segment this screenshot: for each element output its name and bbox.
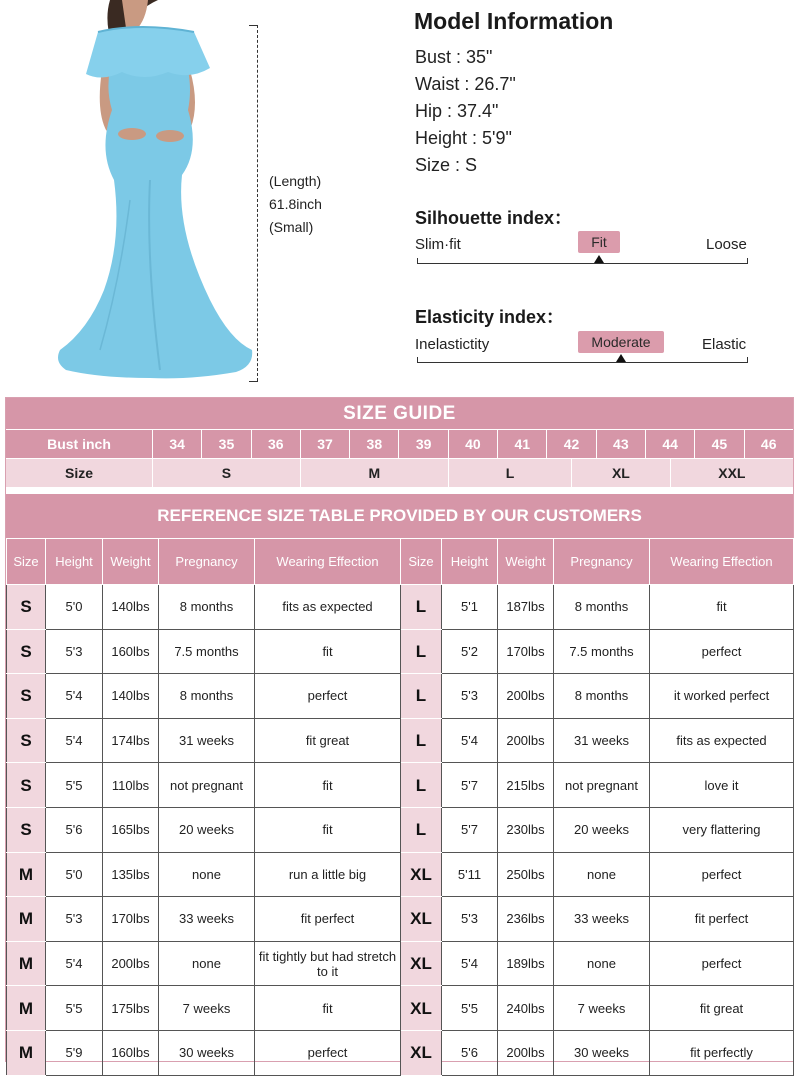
table-cell: 33 weeks bbox=[554, 897, 650, 942]
table-cell: fit perfectly bbox=[650, 1030, 794, 1075]
table-cell: 31 weeks bbox=[554, 718, 650, 763]
bust-value: 36 bbox=[251, 430, 300, 458]
table-cell: L bbox=[401, 674, 442, 719]
table-cell: XL bbox=[401, 986, 442, 1031]
table-cell: perfect bbox=[650, 629, 794, 674]
table-cell: 5'5 bbox=[46, 763, 103, 808]
table-cell: 215lbs bbox=[498, 763, 554, 808]
table-cell: 5'3 bbox=[442, 897, 498, 942]
table-cell: 31 weeks bbox=[159, 718, 255, 763]
table-cell: 5'0 bbox=[46, 585, 103, 630]
silhouette-title: Silhouette index： bbox=[415, 208, 573, 228]
size-value: XXL bbox=[670, 459, 793, 487]
table-cell: XL bbox=[401, 941, 442, 986]
table-cell: 5'4 bbox=[46, 674, 103, 719]
table-cell: 5'7 bbox=[442, 807, 498, 852]
table-cell: 5'4 bbox=[442, 718, 498, 763]
table-cell: run a little big bbox=[255, 852, 401, 897]
table-cell: M bbox=[7, 986, 46, 1031]
model-size: Size : S bbox=[415, 155, 478, 175]
table-cell: not pregnant bbox=[159, 763, 255, 808]
silhouette-left-label: Slim·fit bbox=[415, 236, 461, 253]
table-cell: 174lbs bbox=[103, 718, 159, 763]
table-cell: M bbox=[7, 897, 46, 942]
reference-table-title: REFERENCE SIZE TABLE PROVIDED BY OUR CUSTOMERS bbox=[6, 494, 793, 538]
table-cell: L bbox=[401, 585, 442, 630]
table-cell: 170lbs bbox=[103, 897, 159, 942]
table-cell: 187lbs bbox=[498, 585, 554, 630]
table-cell: none bbox=[554, 852, 650, 897]
column-header: Wearing Effection bbox=[255, 539, 401, 585]
column-header: Height bbox=[442, 539, 498, 585]
elasticity-left-label: Inelastictity bbox=[415, 336, 490, 353]
table-cell: fit bbox=[650, 585, 794, 630]
table-cell: 5'3 bbox=[46, 629, 103, 674]
column-header: Height bbox=[46, 539, 103, 585]
table-cell: S bbox=[7, 763, 46, 808]
table-cell: 5'0 bbox=[46, 852, 103, 897]
table-cell: 5'3 bbox=[46, 897, 103, 942]
table-cell: 110lbs bbox=[103, 763, 159, 808]
dress-photo bbox=[40, 0, 270, 390]
table-cell: none bbox=[159, 941, 255, 986]
table-cell: 8 months bbox=[554, 585, 650, 630]
table-cell: 7 weeks bbox=[159, 986, 255, 1031]
table-cell: 5'9 bbox=[46, 1030, 103, 1075]
model-info-list bbox=[415, 44, 516, 179]
table-cell: not pregnant bbox=[554, 763, 650, 808]
silhouette-scale-start bbox=[417, 258, 418, 264]
table-cell: perfect bbox=[255, 1030, 401, 1075]
size-value: S bbox=[152, 459, 300, 487]
reference-table-body bbox=[7, 585, 794, 1076]
model-waist: Waist : 26.7" bbox=[415, 74, 516, 94]
table-cell: 140lbs bbox=[103, 585, 159, 630]
table-cell: S bbox=[7, 674, 46, 719]
table-cell: 7.5 months bbox=[159, 629, 255, 674]
model-info-title: Model Information bbox=[414, 8, 614, 34]
size-value: XL bbox=[571, 459, 670, 487]
table-cell: fit bbox=[255, 629, 401, 674]
silhouette-scale bbox=[417, 263, 748, 264]
table-cell: fit great bbox=[650, 986, 794, 1031]
table-row bbox=[7, 763, 794, 808]
table-cell: 5'4 bbox=[46, 941, 103, 986]
table-cell: 170lbs bbox=[498, 629, 554, 674]
table-cell: perfect bbox=[255, 674, 401, 719]
column-header: Size bbox=[401, 539, 442, 585]
table-cell: fit bbox=[255, 986, 401, 1031]
table-cell: 5'4 bbox=[442, 941, 498, 986]
table-cell: 200lbs bbox=[103, 941, 159, 986]
column-header: Size bbox=[7, 539, 46, 585]
table-cell: 230lbs bbox=[498, 807, 554, 852]
length-top-tick bbox=[249, 25, 258, 26]
elasticity-right-label: Elastic bbox=[702, 336, 747, 353]
table-cell: 5'5 bbox=[46, 986, 103, 1031]
table-cell: 33 weeks bbox=[159, 897, 255, 942]
elasticity-marker-icon bbox=[616, 354, 626, 362]
reference-table-header bbox=[7, 539, 794, 585]
bust-value: 42 bbox=[546, 430, 595, 458]
elasticity-scale bbox=[417, 362, 748, 363]
bust-value: 46 bbox=[744, 430, 793, 458]
bust-label: Bust inch bbox=[6, 430, 152, 458]
bust-value: 44 bbox=[645, 430, 694, 458]
column-header: Weight bbox=[103, 539, 159, 585]
table-cell: 5'3 bbox=[442, 674, 498, 719]
table-cell: it worked perfect bbox=[650, 674, 794, 719]
table-cell: 140lbs bbox=[103, 674, 159, 719]
table-cell: L bbox=[401, 807, 442, 852]
table-cell: fit great bbox=[255, 718, 401, 763]
table-cell: 135lbs bbox=[103, 852, 159, 897]
table-cell: M bbox=[7, 941, 46, 986]
table-row bbox=[7, 807, 794, 852]
silhouette-right-label: Loose bbox=[706, 236, 747, 253]
table-cell: 236lbs bbox=[498, 897, 554, 942]
table-cell: L bbox=[401, 718, 442, 763]
table-cell: none bbox=[554, 941, 650, 986]
table-cell: 175lbs bbox=[103, 986, 159, 1031]
table-cell: 200lbs bbox=[498, 1030, 554, 1075]
table-cell: fit bbox=[255, 807, 401, 852]
table-cell: M bbox=[7, 852, 46, 897]
silhouette-marker-icon bbox=[594, 255, 604, 263]
elasticity-scale-end bbox=[747, 357, 748, 363]
table-cell: 250lbs bbox=[498, 852, 554, 897]
dress-illustration bbox=[40, 0, 270, 390]
table-cell: 8 months bbox=[159, 585, 255, 630]
length-label: (Length) bbox=[269, 173, 322, 189]
length-value: 61.8inch bbox=[269, 196, 322, 212]
table-cell: S bbox=[7, 629, 46, 674]
table-cell: XL bbox=[401, 897, 442, 942]
table-cell: 5'5 bbox=[442, 986, 498, 1031]
table-cell: L bbox=[401, 629, 442, 674]
table-cell: very flattering bbox=[650, 807, 794, 852]
table-cell: 160lbs bbox=[103, 629, 159, 674]
size-guide-title: SIZE GUIDE bbox=[6, 398, 793, 429]
table-row bbox=[7, 897, 794, 942]
length-size: (Small) bbox=[269, 219, 314, 235]
table-row bbox=[7, 674, 794, 719]
table-cell: 7.5 months bbox=[554, 629, 650, 674]
table-cell: 165lbs bbox=[103, 807, 159, 852]
elasticity-scale-start bbox=[417, 357, 418, 363]
bust-value: 41 bbox=[497, 430, 546, 458]
table-cell: 189lbs bbox=[498, 941, 554, 986]
reference-size-table bbox=[6, 538, 794, 1076]
bust-value: 35 bbox=[201, 430, 250, 458]
table-cell: 240lbs bbox=[498, 986, 554, 1031]
model-bust: Bust : 35" bbox=[415, 47, 493, 67]
table-cell: S bbox=[7, 807, 46, 852]
product-info-area bbox=[0, 0, 800, 395]
table-cell: L bbox=[401, 763, 442, 808]
length-dimension-line bbox=[257, 25, 258, 381]
column-header: Pregnancy bbox=[159, 539, 255, 585]
table-cell: fit bbox=[255, 763, 401, 808]
table-cell: M bbox=[7, 1030, 46, 1075]
size-row bbox=[6, 458, 793, 487]
table-cell: 200lbs bbox=[498, 674, 554, 719]
table-cell: fit perfect bbox=[255, 897, 401, 942]
table-cell: fit perfect bbox=[650, 897, 794, 942]
table-cell: 20 weeks bbox=[554, 807, 650, 852]
table-cell: 5'6 bbox=[442, 1030, 498, 1075]
column-header: Wearing Effection bbox=[650, 539, 794, 585]
column-header: Pregnancy bbox=[554, 539, 650, 585]
table-cell: perfect bbox=[650, 941, 794, 986]
table-row bbox=[7, 629, 794, 674]
bust-value: 40 bbox=[448, 430, 497, 458]
table-row bbox=[7, 852, 794, 897]
model-height: Height : 5'9" bbox=[415, 128, 512, 148]
bust-value: 38 bbox=[349, 430, 398, 458]
table-cell: 8 months bbox=[554, 674, 650, 719]
table-cell: love it bbox=[650, 763, 794, 808]
size-value: L bbox=[448, 459, 571, 487]
table-cell: 5'7 bbox=[442, 763, 498, 808]
table-cell: 5'6 bbox=[46, 807, 103, 852]
length-bottom-tick bbox=[249, 381, 258, 382]
table-cell: 5'2 bbox=[442, 629, 498, 674]
table-cell: perfect bbox=[650, 852, 794, 897]
bust-value: 34 bbox=[152, 430, 201, 458]
size-label: Size bbox=[6, 459, 152, 487]
table-cell: fit tightly but had stretch to it bbox=[255, 941, 401, 986]
table-cell: S bbox=[7, 585, 46, 630]
table-cell: none bbox=[159, 852, 255, 897]
table-cell: 200lbs bbox=[498, 718, 554, 763]
size-value: M bbox=[300, 459, 448, 487]
bust-row bbox=[6, 429, 793, 458]
table-row bbox=[7, 941, 794, 986]
table-cell: fits as expected bbox=[255, 585, 401, 630]
silhouette-badge: Fit bbox=[578, 231, 620, 253]
table-cell: 30 weeks bbox=[554, 1030, 650, 1075]
table-cell: 5'11 bbox=[442, 852, 498, 897]
elasticity-badge: Moderate bbox=[578, 331, 664, 353]
bust-value: 39 bbox=[398, 430, 447, 458]
silhouette-scale-end bbox=[747, 258, 748, 264]
bust-value: 45 bbox=[694, 430, 743, 458]
elasticity-title: Elasticity index： bbox=[415, 307, 565, 327]
bust-value: 37 bbox=[300, 430, 349, 458]
table-cell: XL bbox=[401, 852, 442, 897]
size-guide-panel bbox=[5, 397, 794, 1062]
column-header: Weight bbox=[498, 539, 554, 585]
table-row bbox=[7, 986, 794, 1031]
model-hip: Hip : 37.4" bbox=[415, 101, 499, 121]
table-cell: 5'4 bbox=[46, 718, 103, 763]
table-cell: 7 weeks bbox=[554, 986, 650, 1031]
length-annotation bbox=[269, 170, 322, 239]
table-cell: XL bbox=[401, 1030, 442, 1075]
table-cell: 8 months bbox=[159, 674, 255, 719]
table-row bbox=[7, 718, 794, 763]
table-cell: 160lbs bbox=[103, 1030, 159, 1075]
bust-value: 43 bbox=[596, 430, 645, 458]
table-cell: 20 weeks bbox=[159, 807, 255, 852]
table-cell: S bbox=[7, 718, 46, 763]
size-guide-grid bbox=[6, 429, 793, 487]
table-cell: fits as expected bbox=[650, 718, 794, 763]
table-cell: 5'1 bbox=[442, 585, 498, 630]
table-row bbox=[7, 1030, 794, 1075]
table-cell: 30 weeks bbox=[159, 1030, 255, 1075]
table-row bbox=[7, 585, 794, 630]
